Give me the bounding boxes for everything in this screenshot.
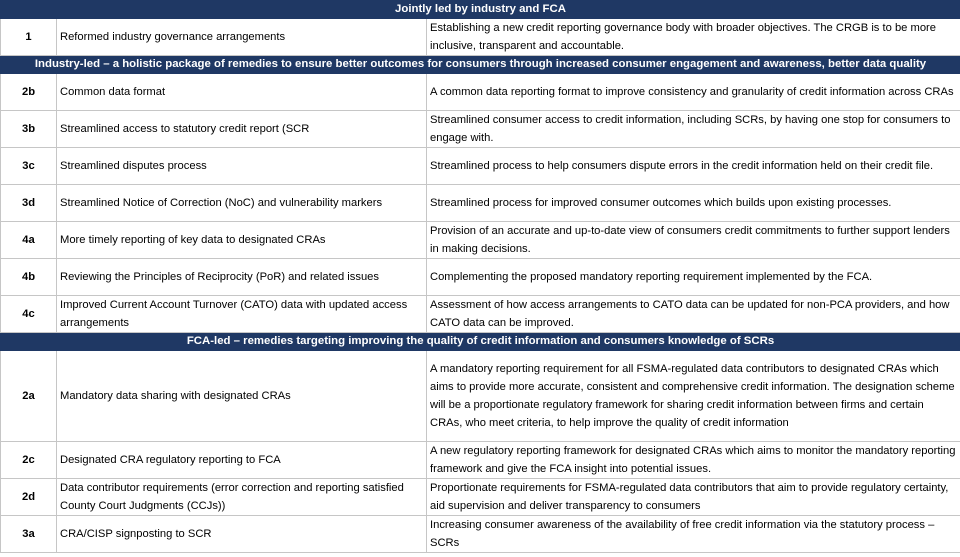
remedy-description: A new regulatory reporting framework for designated CRAs which aims to monitor the mandatory reporting framework and give the FCA insight into potential issues.	[427, 442, 960, 479]
table-row	[1, 442, 960, 479]
table-row	[1, 148, 960, 185]
remedy-id: 2d	[1, 479, 57, 516]
table-row	[1, 351, 960, 442]
table-row	[1, 296, 960, 333]
table-row	[1, 516, 960, 553]
remedy-description: Streamlined process for improved consumer outcomes which builds upon existing processes.	[427, 185, 960, 222]
remedy-id: 3c	[1, 148, 57, 185]
remedy-id: 2c	[1, 442, 57, 479]
remedy-id: 3b	[1, 111, 57, 148]
remedy-name: Common data format	[57, 74, 427, 111]
remedy-name: Streamlined access to statutory credit report (SCR	[57, 111, 427, 148]
table-row	[1, 479, 960, 516]
section-title: Jointly led by industry and FCA	[1, 1, 960, 19]
table-row	[1, 259, 960, 296]
remedy-id: 2b	[1, 74, 57, 111]
remedy-description: A mandatory reporting requirement for all FSMA-regulated data contributors to designated CRAs which aims to provide more accurate, consistent and comprehensive credit information. The designation scheme will be a proportionate regulatory framework for sharing credit information between firms and certain CRAs, who meet criteria, to help improve the quality of credit information	[427, 351, 960, 442]
table-row	[1, 19, 960, 56]
section-header-row	[1, 333, 960, 351]
section-header-row	[1, 56, 960, 74]
table-row	[1, 185, 960, 222]
remedy-name: More timely reporting of key data to designated CRAs	[57, 222, 427, 259]
remedy-id: 3a	[1, 516, 57, 553]
remedy-id: 2a	[1, 351, 57, 442]
remedy-description: Streamlined consumer access to credit information, including SCRs, by having one stop for consumers to engage with.	[427, 111, 960, 148]
remedy-id: 4b	[1, 259, 57, 296]
remedy-description: Assessment of how access arrangements to CATO data can be updated for non-PCA providers, and how CATO data can be improved.	[427, 296, 960, 333]
remedy-description: Provision of an accurate and up-to-date view of consumers credit commitments to further support lenders in making decisions.	[427, 222, 960, 259]
remedy-description: Increasing consumer awareness of the availability of free credit information via the statutory process – SCRs	[427, 516, 960, 553]
remedy-description: Streamlined process to help consumers dispute errors in the credit information held on their credit file.	[427, 148, 960, 185]
section-header-row	[1, 1, 960, 19]
remedy-id: 1	[1, 19, 57, 56]
remedy-description: Establishing a new credit reporting governance body with broader objectives. The CRGB is to be more inclusive, transparent and accountable.	[427, 19, 960, 56]
remedy-id: 4c	[1, 296, 57, 333]
table-row	[1, 222, 960, 259]
remedy-description: Complementing the proposed mandatory reporting requirement implemented by the FCA.	[427, 259, 960, 296]
section-title: FCA-led – remedies targeting improving the quality of credit information and consumers knowledge of SCRs	[1, 333, 960, 351]
section-title: Industry-led – a holistic package of remedies to ensure better outcomes for consumers through increased consumer engagement and awareness, better data quality	[1, 56, 960, 74]
remedy-name: Mandatory data sharing with designated CRAs	[57, 351, 427, 442]
remedy-name: Designated CRA regulatory reporting to FCA	[57, 442, 427, 479]
remedy-name: Improved Current Account Turnover (CATO) data with updated access arrangements	[57, 296, 427, 333]
remedy-description: A common data reporting format to improve consistency and granularity of credit information across CRAs	[427, 74, 960, 111]
remedy-id: 3d	[1, 185, 57, 222]
remedy-name: Streamlined disputes process	[57, 148, 427, 185]
remedy-description: Proportionate requirements for FSMA-regulated data contributors that aim to provide regulatory certainty, aid supervision and deliver transparency to consumers	[427, 479, 960, 516]
remedy-name: Reformed industry governance arrangements	[57, 19, 427, 56]
table-row	[1, 111, 960, 148]
remedy-name: Reviewing the Principles of Reciprocity (PoR) and related issues	[57, 259, 427, 296]
table-row	[1, 74, 960, 111]
remedy-id: 4a	[1, 222, 57, 259]
remedy-name: Data contributor requirements (error correction and reporting satisfied County Court Judgments (CCJs))	[57, 479, 427, 516]
remedy-name: Streamlined Notice of Correction (NoC) and vulnerability markers	[57, 185, 427, 222]
remedy-name: CRA/CISP signposting to SCR	[57, 516, 427, 553]
